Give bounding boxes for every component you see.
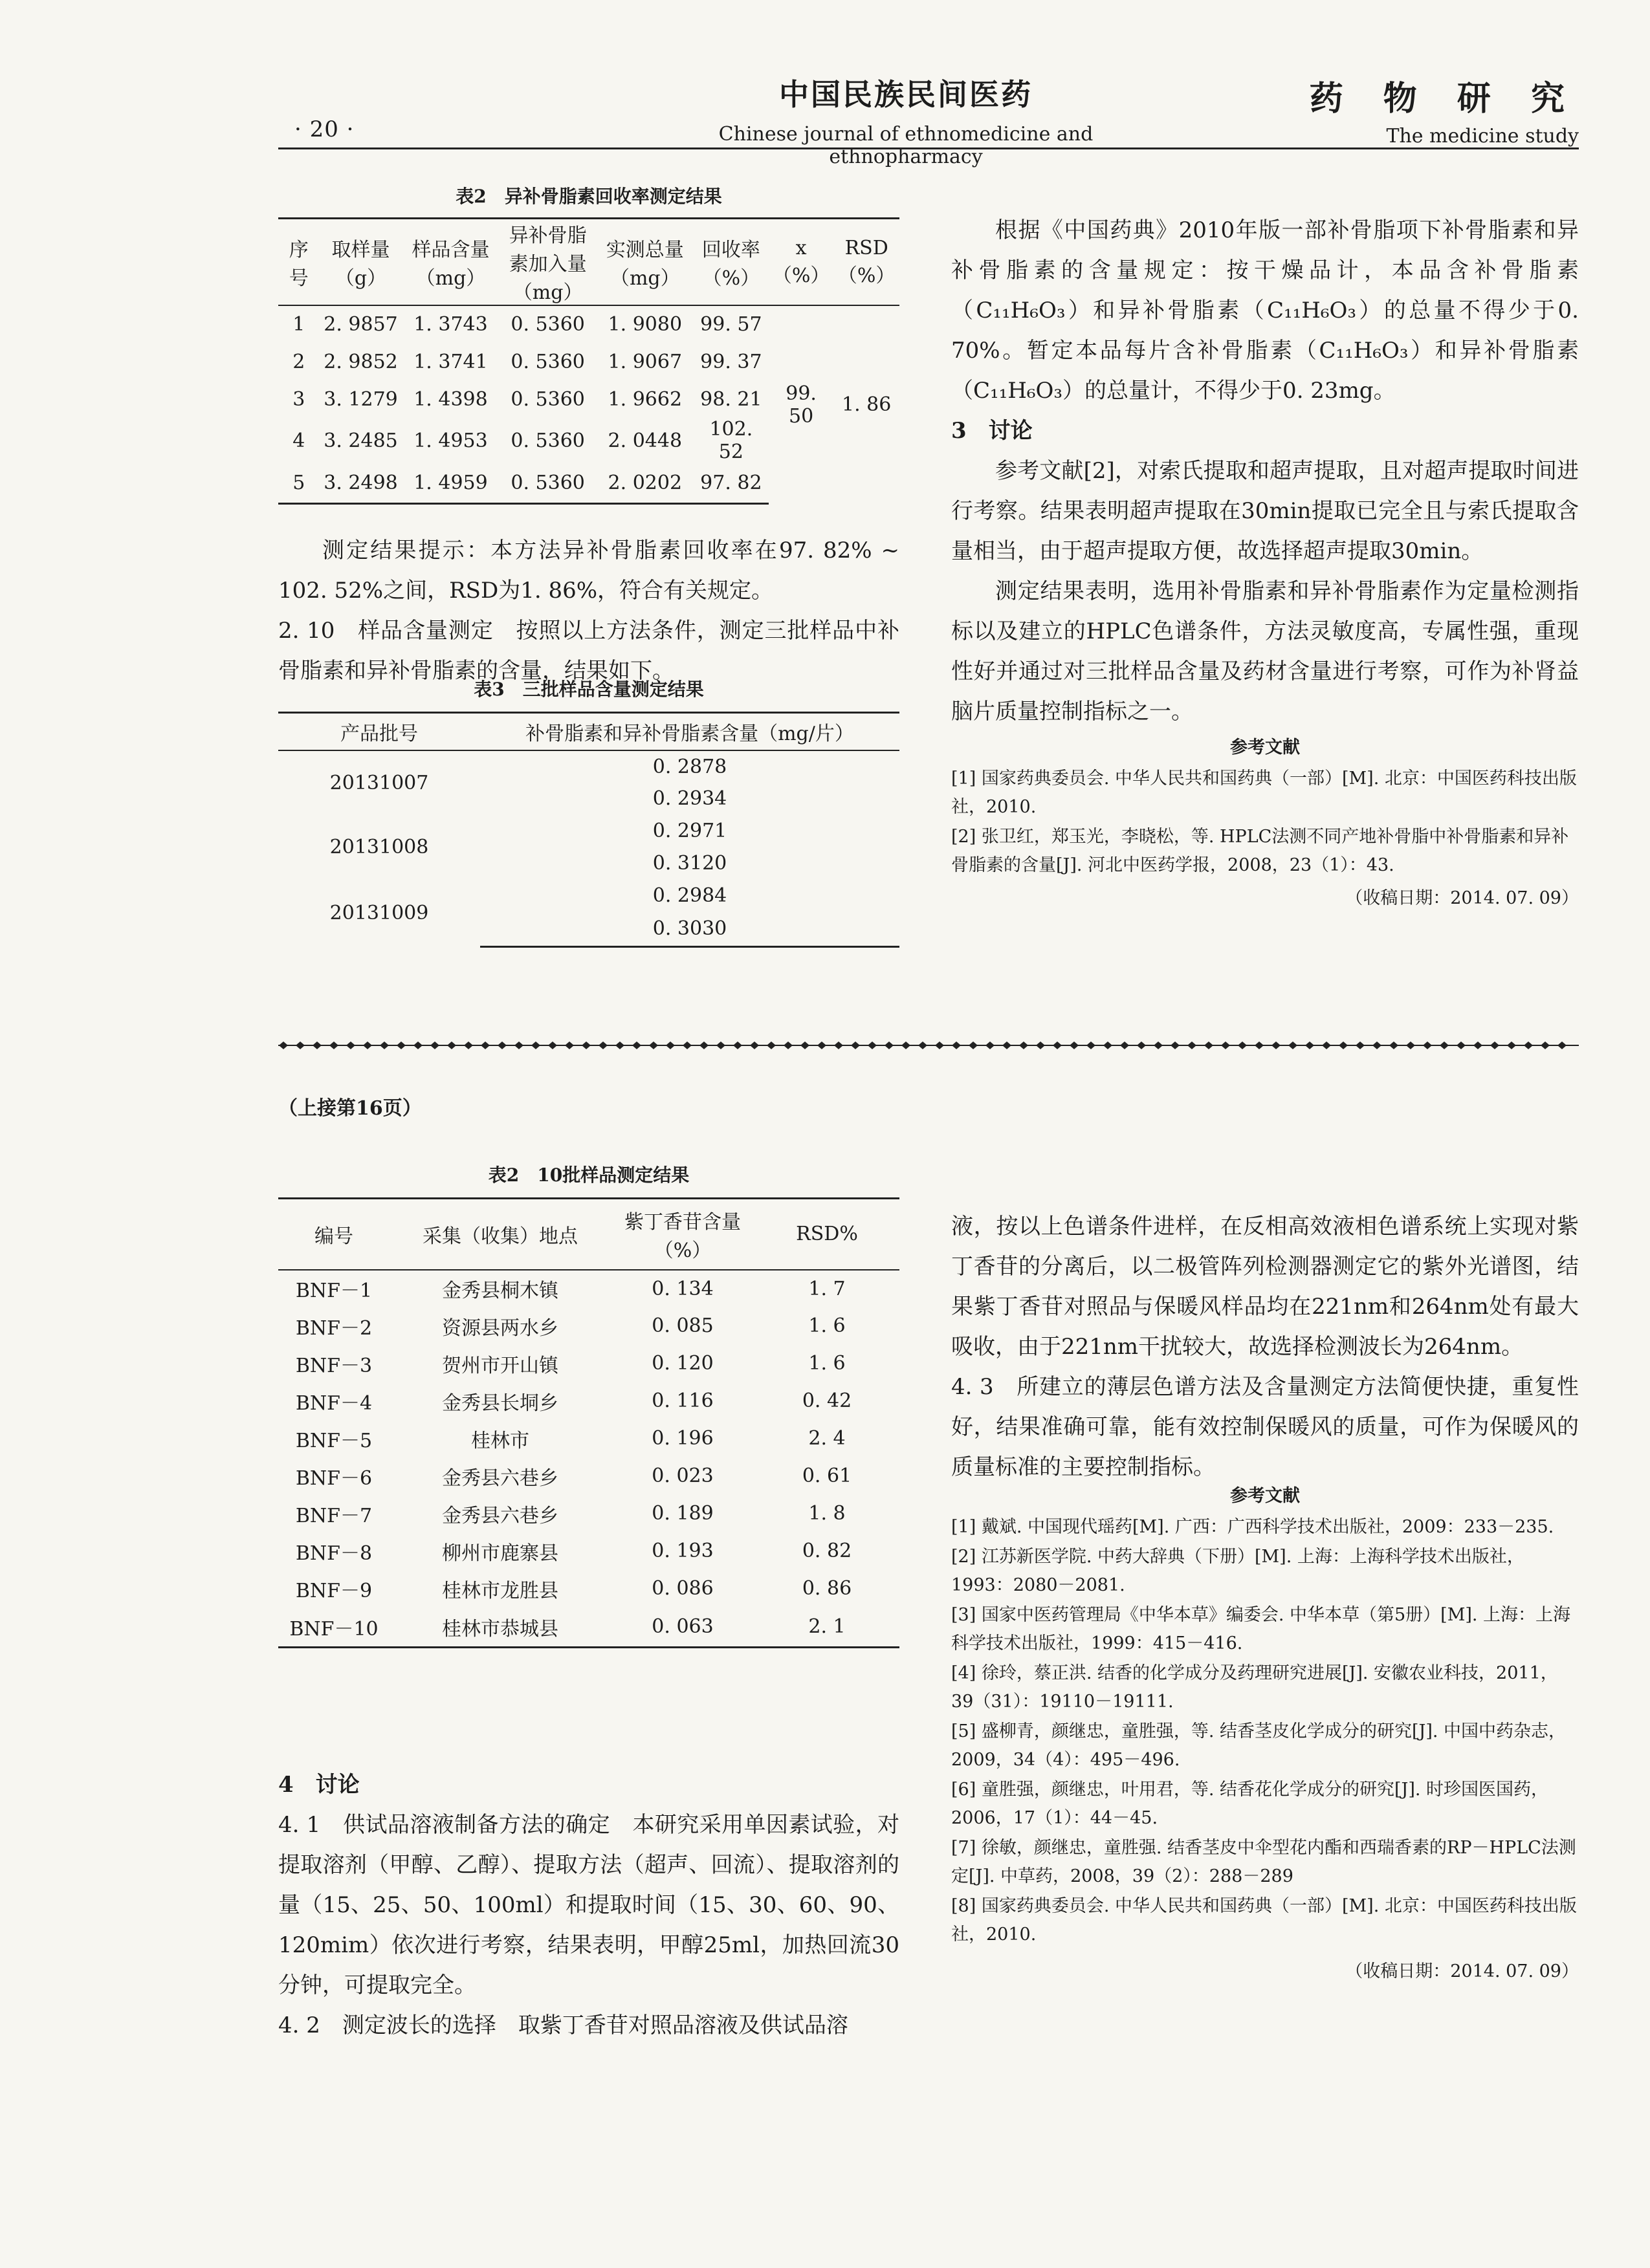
divider-diamond	[1053, 1041, 1062, 1049]
references-list	[951, 1513, 1579, 1949]
divider-diamond	[683, 1041, 692, 1049]
table-cell: 99. 57	[700, 313, 762, 336]
divider-diamond	[313, 1041, 322, 1049]
sample-table-caption: 表2 10批样品测定结果	[488, 1164, 690, 1186]
divider-diamond	[1238, 1041, 1247, 1049]
divider-diamond	[481, 1041, 490, 1049]
section-title-en: The medicine study	[1386, 125, 1579, 147]
divider-diamond	[699, 1041, 709, 1049]
divider-diamond	[901, 1041, 910, 1049]
section-title	[1310, 71, 1579, 147]
table-cell: 0. 063	[611, 1608, 754, 1648]
col-header: 紫丁香苷含量（%）	[611, 1199, 754, 1270]
table-cell: 0. 2878	[652, 755, 727, 778]
table-row	[278, 305, 899, 343]
divider-diamond	[1557, 1041, 1567, 1049]
divider-diamond	[1406, 1041, 1415, 1049]
table-cell: 贺州市开山镇	[442, 1354, 558, 1377]
table-cell: 0. 5360	[500, 463, 597, 503]
table-cell: 1. 9067	[608, 350, 683, 373]
reference-item: [7] 徐敏，颜继忠，童胜强. 结香茎皮中伞型花内酯和西瑞香素的RP－HPLC法测定[J]. 中草药，2008，39（2）：288－289	[951, 1838, 1576, 1886]
table-cell: 0. 5360	[511, 350, 585, 373]
table-cell: 0. 116	[652, 1390, 714, 1412]
discussion-paragraph-1: 参考文献[2]，对索氏提取和超声提取，且对超声提取时间进行考察。结果表明超声提取在30min提取已完全且与索氏提取含量相当，由于超声提取方便，故选择超声提取30min。	[951, 458, 1579, 564]
recovery-table	[278, 217, 899, 505]
divider-diamond	[733, 1041, 742, 1049]
divider-diamonds	[279, 1041, 1567, 1049]
divider-diamond	[1103, 1041, 1112, 1049]
page-number: · 20 ·	[294, 116, 355, 142]
table-cell: BNF－10	[278, 1608, 390, 1648]
reference-item: [6] 童胜强，颜继忠，叶用君，等. 结香花化学成分的研究[J]. 时珍国医国药，2006，17（1）：44－45.	[951, 1780, 1549, 1828]
right-top-text	[951, 210, 1579, 732]
recovery-result-paragraph: 测定结果提示：本方法异补骨脂素回收率在97. 82% ~ 102. 52%之间，RSD为1. 86%，符合有关规定。	[278, 538, 899, 604]
reference-item: [1] 戴斌. 中国现代瑶药[M]. 广西：广西科学技术出版社，2009：233－235.	[951, 1517, 1554, 1537]
table-cell: 2. 9857	[324, 313, 398, 336]
divider-diamond	[918, 1041, 927, 1049]
right-bottom-text	[951, 1206, 1579, 1487]
table-cell: 0. 5360	[511, 429, 585, 452]
table-cell: 99. 37	[700, 350, 762, 373]
table-cell: 金秀县长垌乡	[442, 1391, 558, 1415]
divider-diamond	[750, 1041, 759, 1049]
divider-diamond	[1036, 1041, 1045, 1049]
table-cell: 1. 7	[808, 1277, 846, 1300]
table-cell: 桂林市恭城县	[390, 1608, 611, 1648]
table-cell: 1. 9662	[608, 387, 683, 411]
recovery-table-block	[278, 182, 899, 505]
table-cell: BNF－5	[295, 1429, 373, 1452]
table-cell: BNF－7	[295, 1504, 373, 1527]
divider-diamond	[430, 1041, 439, 1049]
divider-diamond	[716, 1041, 725, 1049]
references-title: 参考文献	[1230, 737, 1300, 758]
divider-diamond	[1137, 1041, 1146, 1049]
table-cell: BNF－3	[295, 1354, 373, 1377]
table-cell: 1. 4398	[413, 387, 488, 411]
table-cell: BNF－4	[295, 1391, 373, 1415]
table-cell: 1. 4959	[402, 463, 499, 503]
journal-title-cn: 中国民族民间医药	[779, 77, 1033, 112]
table-cell: 1. 3743	[413, 313, 488, 336]
divider-diamond	[582, 1041, 591, 1049]
divider-diamond	[363, 1041, 372, 1049]
received-date: （收稿日期：2014. 07. 09）	[1345, 1961, 1579, 1981]
divider-diamond	[632, 1041, 641, 1049]
table-row	[278, 1345, 899, 1382]
table-cell: 1	[292, 313, 305, 336]
divider-diamond	[1221, 1041, 1230, 1049]
divider-diamond	[346, 1041, 355, 1049]
table-cell: 98. 21	[700, 387, 762, 411]
table-row	[278, 1307, 899, 1345]
table-cell: 0. 42	[802, 1390, 852, 1412]
table-cell: 0. 085	[652, 1314, 714, 1337]
divider-diamond	[279, 1041, 288, 1049]
discussion-heading: 3 讨论	[951, 418, 1033, 444]
col-header: 样品含量（mg）	[402, 219, 499, 306]
table-cell: 2. 4	[808, 1427, 846, 1450]
table-cell: 2. 0448	[608, 429, 683, 452]
divider-diamond	[1019, 1041, 1028, 1049]
table-row	[278, 1457, 899, 1495]
sample-content-paragraph: 2. 10 样品含量测定 按照以上方法条件，测定三批样品中补骨脂素和异补骨脂素的含量，结果如下。	[278, 618, 899, 684]
reference-item: [5] 盛柳青，颜继忠，童胜强，等. 结香茎皮化学成分的研究[J]. 中国中药杂志，2009，34（4）：495－496.	[951, 1721, 1567, 1770]
divider-diamond	[464, 1041, 473, 1049]
divider-diamond	[1473, 1041, 1482, 1049]
divider-diamond	[1490, 1041, 1499, 1049]
table-cell: 桂林市	[471, 1429, 529, 1452]
table-cell: BNF－8	[295, 1542, 373, 1565]
table-cell: 4	[292, 429, 305, 452]
divider-diamond	[531, 1041, 540, 1049]
rsd-cell: 1. 86	[842, 393, 892, 416]
divider-diamond	[1372, 1041, 1381, 1049]
divider-diamond	[565, 1041, 574, 1049]
divider-diamond	[1204, 1041, 1213, 1049]
divider-diamond	[447, 1041, 456, 1049]
divider-diamond	[885, 1041, 894, 1049]
table-row	[278, 1420, 899, 1457]
divider-diamond	[1339, 1041, 1348, 1049]
table-cell: 0. 5360	[511, 313, 585, 336]
divider-diamond	[952, 1041, 961, 1049]
table-cell: BNF－6	[295, 1467, 373, 1490]
table-cell: 资源县两水乡	[442, 1316, 558, 1340]
table-cell: 金秀县六巷乡	[442, 1467, 558, 1490]
table-row	[278, 1382, 899, 1420]
reference-item: [2] 张卫红，郑玉光，李晓松，等. HPLC法测不同产地补骨脂中补骨脂素和异补骨脂素的含量[J]. 河北中医药学报，2008，23（1）：43.	[951, 827, 1569, 875]
divider-diamond	[1541, 1041, 1550, 1049]
col-header: 采集（收集）地点	[390, 1199, 611, 1270]
sample-table-block	[278, 1161, 899, 1648]
table-cell: 0. 2934	[652, 787, 727, 810]
wavelength-paragraph: 4. 2 测定波长的选择 取紫丁香苷对照品溶液及供试品溶	[278, 2012, 848, 2038]
table-cell: 0. 3030	[480, 912, 899, 947]
divider-diamond	[1187, 1041, 1196, 1049]
divider-diamond	[1322, 1041, 1331, 1049]
divider-diamond	[514, 1041, 523, 1049]
batch-number: 20131008	[329, 836, 429, 858]
table-cell: 0. 61	[802, 1465, 852, 1487]
divider-diamond	[851, 1041, 860, 1049]
conclusion-paragraph: 4. 3 所建立的薄层色谱方法及含量测定方法简便快捷，重复性好，结果准确可靠，能有效控制保暖风的质量，可作为保暖风的质量标准的主要控制指标。	[951, 1374, 1579, 1480]
divider-diamond	[1086, 1041, 1095, 1049]
divider-diamond	[413, 1041, 423, 1049]
table-cell: 0. 023	[652, 1465, 714, 1487]
table-row	[278, 880, 899, 912]
table-cell: BNF－9	[295, 1579, 373, 1602]
content-limit-paragraph: 根据《中国药典》2010年版一部补骨脂项下补骨脂素和异补骨脂素的含量规定：按干燥品计，本品含补骨脂素（C₁₁H₆O₃）和异补骨脂素（C₁₁H₆O₃）的总量不得少于0. 70%。暂定本品每片含补骨脂素（C₁₁H₆O₃）和异补骨脂素（C₁₁H₆O₃）的总量计，不得少于0. 23mg。	[951, 217, 1579, 404]
reference-item: [2] 江苏新医学院. 中药大辞典（下册）[M]. 上海：上海科学技术出版社，1993：2080－2081.	[951, 1547, 1524, 1595]
table-cell: 1. 9080	[608, 313, 683, 336]
batch-number: 20131007	[329, 771, 429, 794]
table-cell: 0. 3120	[652, 852, 727, 875]
divider-diamond	[397, 1041, 406, 1049]
divider-diamond	[935, 1041, 944, 1049]
table-cell: 97. 82	[694, 463, 769, 503]
journal-title	[686, 71, 1126, 168]
table-cell: 1. 6	[808, 1352, 846, 1375]
table-cell: 桂林市龙胜县	[442, 1579, 558, 1602]
table-cell: 2	[292, 350, 305, 373]
col-header: RSD%	[754, 1199, 899, 1270]
reference-item: [3] 国家中医药管理局《中华本草》编委会. 中华本草（第5册）[M]. 上海：上海科学技术出版社，1999：415－416.	[951, 1605, 1571, 1653]
reference-item: [4] 徐玲，蔡正洪. 结香的化学成分及药理研究进展[J]. 安徽农业科技，2011，39（31）：19110－19111.	[951, 1663, 1558, 1712]
col-header: 回收率（%）	[694, 219, 769, 306]
table-cell: 1. 6	[808, 1314, 846, 1337]
divider-diamond	[296, 1041, 305, 1049]
col-header: 编号	[278, 1199, 390, 1270]
table-row	[278, 750, 899, 783]
divider-diamond	[985, 1041, 995, 1049]
divider-diamond	[834, 1041, 843, 1049]
batch-table-caption: 表3 三批样品含量测定结果	[474, 679, 704, 700]
table-cell: 3. 2498	[320, 463, 402, 503]
divider-diamond	[1288, 1041, 1297, 1049]
journal-title-en: Chinese journal of ethnomedicine and ethnopharmacy	[718, 123, 1094, 168]
table-cell: BNF－2	[295, 1316, 373, 1340]
refs-block-bottom	[951, 1481, 1579, 1982]
table-row	[278, 815, 899, 847]
table-cell: 2. 9852	[324, 350, 398, 373]
col-header: 异补骨脂素加入量（mg）	[500, 219, 597, 306]
table-cell: 3	[292, 387, 305, 411]
batch-table-block	[278, 675, 899, 948]
continued-note: （上接第16页）	[278, 1097, 422, 1120]
table-row	[278, 1495, 899, 1532]
divider-diamond	[1524, 1041, 1533, 1049]
table-cell: 0. 134	[652, 1277, 714, 1300]
divider-diamond	[548, 1041, 557, 1049]
table-row	[278, 1270, 899, 1307]
divider-diamond	[1120, 1041, 1129, 1049]
received-date: （收稿日期：2014. 07. 09）	[1345, 888, 1579, 908]
divider-diamond	[1002, 1041, 1011, 1049]
table-cell: 0. 82	[802, 1540, 852, 1562]
divider-diamond	[1171, 1041, 1180, 1049]
divider-diamond	[767, 1041, 776, 1049]
table-cell: 5	[278, 463, 320, 503]
table-row	[278, 1608, 899, 1648]
wavelength-continued-paragraph: 液，按以上色谱条件进样，在反相高效液相色谱系统上实现对紫丁香苷的分离后，以二极管阵列检测器测定它的紫外光谱图，结果紫丁香苷对照品与保暖风样品均在221nm和264nm处有最大吸收，由于221nm干扰较大，故选择检测波长为264nm。	[951, 1214, 1579, 1360]
table-cell: BNF－1	[295, 1280, 373, 1302]
table-cell: 0. 189	[652, 1502, 714, 1525]
table-cell: 102. 52	[709, 418, 753, 463]
divider-diamond	[329, 1041, 338, 1049]
col-header: 序号	[278, 219, 320, 306]
col-header: 补骨脂素和异补骨脂素含量（mg/片）	[480, 713, 899, 750]
table-cell: 金秀县六巷乡	[442, 1504, 558, 1527]
divider-diamond	[868, 1041, 877, 1049]
divider-diamond	[666, 1041, 675, 1049]
header-rule	[278, 147, 1579, 149]
divider-diamond	[800, 1041, 809, 1049]
divider-diamond	[1305, 1041, 1314, 1049]
divider-diamond	[969, 1041, 978, 1049]
table-cell: 0. 5360	[511, 387, 585, 411]
batch-number: 20131009	[329, 902, 429, 924]
divider-diamond	[380, 1041, 389, 1049]
col-header: 取样量（g）	[320, 219, 402, 306]
batch-table	[278, 712, 899, 948]
reference-item: [1] 国家药典委员会. 中华人民共和国药典（一部）[M]. 北京：中国医药科技出版社，2010.	[951, 769, 1577, 817]
recovery-table-caption: 表2 异补骨脂素回收率测定结果	[456, 186, 722, 207]
reference-item: [8] 国家药典委员会. 中华人民共和国药典（一部）[M]. 北京：中国医药科技出版社，2010.	[951, 1896, 1577, 1945]
col-header: x（%）	[769, 219, 834, 306]
divider-diamond	[1457, 1041, 1466, 1049]
divider-diamond	[1389, 1041, 1398, 1049]
table-cell: 3. 2485	[324, 429, 398, 452]
divider-diamond	[1271, 1041, 1281, 1049]
table-cell: 0. 193	[652, 1540, 714, 1562]
left-bottom-text	[278, 1765, 899, 2045]
section-title-cn: 药 物 研 究	[1309, 79, 1579, 118]
table-cell: 1. 4953	[413, 429, 488, 452]
table-cell: 3. 1279	[324, 387, 398, 411]
table-cell: 0. 086	[652, 1577, 714, 1600]
divider-diamond	[615, 1041, 624, 1049]
divider-diamond	[498, 1041, 507, 1049]
table-row	[278, 1570, 899, 1608]
divider-diamond	[1154, 1041, 1163, 1049]
table-cell: 柳州市鹿寨县	[442, 1542, 558, 1565]
divider-diamond	[1255, 1041, 1264, 1049]
discussion-paragraph-2: 测定结果表明，选用补骨脂素和异补骨脂素作为定量检测指标以及建立的HPLC色谱条件，方法灵敏度高，专属性强，重现性好并通过对三批样品含量及药材含量进行考察，可作为补肾益脑片质量控制指标之一。	[951, 578, 1579, 725]
table-cell: 2. 1	[754, 1608, 899, 1648]
sample-table	[278, 1197, 899, 1648]
table-cell: 0. 2971	[652, 820, 727, 842]
left-top-text	[278, 530, 899, 691]
article-divider	[278, 1040, 1579, 1051]
table-cell: 1. 8	[808, 1502, 846, 1525]
table-cell: 0. 120	[652, 1352, 714, 1375]
divider-diamond	[1356, 1041, 1365, 1049]
discussion-heading-4: 4 讨论	[278, 1772, 360, 1798]
references-title: 参考文献	[1230, 1486, 1300, 1506]
divider-diamond	[1423, 1041, 1432, 1049]
table-cell: 金秀县桐木镇	[442, 1280, 558, 1302]
divider-diamond	[784, 1041, 793, 1049]
divider-diamond	[817, 1041, 826, 1049]
divider-diamond	[1440, 1041, 1449, 1049]
table-cell: 1. 3741	[413, 350, 488, 373]
table-row	[278, 1532, 899, 1570]
mean-cell: 99. 50	[786, 382, 817, 428]
col-header: 产品批号	[278, 713, 480, 750]
divider-diamond	[1070, 1041, 1079, 1049]
table-cell: 0. 86	[802, 1577, 852, 1600]
extraction-paragraph: 4. 1 供试品溶液制备方法的确定 本研究采用单因素试验，对提取溶剂（甲醇、乙醇）、提取方法（超声、回流）、提取溶剂的量（15、25、50、100ml）和提取时间（15、30、60、90、120mim）依次进行考察，结果表明，甲醇25ml，加热回流30分钟，可提取完全。	[278, 1812, 899, 1998]
col-header: 实测总量（mg）	[597, 219, 694, 306]
refs-block-top	[951, 733, 1579, 909]
divider-diamond	[1507, 1041, 1516, 1049]
table-cell: 2. 0202	[597, 463, 694, 503]
references-list	[951, 765, 1579, 880]
table-cell: 0. 2984	[652, 884, 727, 907]
divider-diamond	[649, 1041, 658, 1049]
table-cell: 0. 196	[652, 1427, 714, 1450]
col-header: RSD（%）	[833, 219, 899, 306]
divider-diamond	[599, 1041, 608, 1049]
